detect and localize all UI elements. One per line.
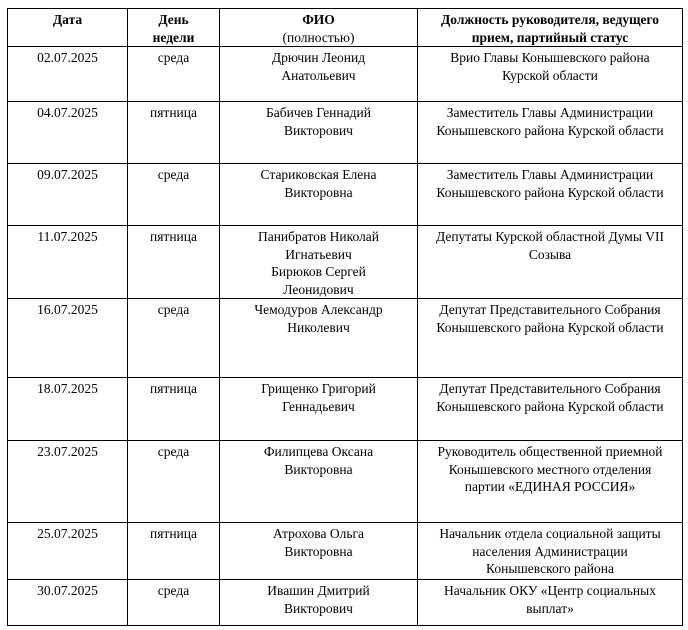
header-weekday xyxy=(128,9,220,47)
cell-position xyxy=(418,523,683,580)
table-row xyxy=(8,523,683,580)
position-line: Руководитель общественной приемной xyxy=(437,444,663,459)
cell-weekday: среда xyxy=(128,47,220,102)
position-line: Депутаты Курской областной Думы VII xyxy=(435,229,665,244)
header-position xyxy=(418,9,683,47)
cell-date: 16.07.2025 xyxy=(8,299,128,378)
cell-date: 02.07.2025 xyxy=(8,47,128,102)
cell-fio xyxy=(220,299,418,378)
fio-line: Бирюков Сергей xyxy=(271,264,366,279)
fio-line: Анатольевич xyxy=(281,67,356,83)
cell-fio xyxy=(220,226,418,299)
table-row xyxy=(8,378,683,441)
table-row xyxy=(8,226,683,299)
cell-weekday: среда xyxy=(128,164,220,226)
position-line: Депутат Представительного Собрания xyxy=(439,302,661,317)
position-line: Конышевского района Курской области xyxy=(436,398,664,414)
cell-fio xyxy=(220,441,418,523)
table-row xyxy=(8,441,683,523)
cell-position xyxy=(418,226,683,299)
reception-schedule-table xyxy=(7,8,683,626)
fio-line: Грищенко Григорий xyxy=(261,381,376,396)
cell-weekday: среда xyxy=(128,580,220,626)
cell-date: 23.07.2025 xyxy=(8,441,128,523)
position-line: Начальник отдела социальной защиты xyxy=(439,526,661,541)
cell-position xyxy=(418,164,683,226)
position-line: Заместитель Главы Администрации xyxy=(446,105,654,120)
fio-line: Викторович xyxy=(284,600,353,616)
position-line: выплат» xyxy=(526,600,574,616)
position-line: Курской области xyxy=(502,67,598,83)
header-date: Дата xyxy=(8,9,128,47)
fio-line: Филипцева Оксана xyxy=(263,444,374,459)
position-line: Врио Главы Конышевского района xyxy=(450,50,650,65)
cell-fio xyxy=(220,523,418,580)
fio-line: Дрючин Леонид xyxy=(271,50,366,65)
cell-date: 09.07.2025 xyxy=(8,164,128,226)
position-line: Конышевского района xyxy=(486,561,614,576)
header-fio xyxy=(220,9,418,47)
header-fio-title: ФИО xyxy=(302,12,335,27)
cell-position xyxy=(418,299,683,378)
cell-fio xyxy=(220,580,418,626)
cell-position xyxy=(418,580,683,626)
table-row xyxy=(8,580,683,626)
header-weekday-line2: недели xyxy=(152,29,195,45)
cell-position xyxy=(418,441,683,523)
position-line: Конышевского района Курской области xyxy=(436,184,664,200)
position-line: Созыва xyxy=(528,246,572,262)
cell-fio xyxy=(220,47,418,102)
fio-line: Игнатьевич xyxy=(285,246,352,262)
table-header-row xyxy=(8,9,683,47)
fio-line: Бабичев Геннадий xyxy=(266,105,371,120)
position-line: Заместитель Главы Администрации xyxy=(446,167,654,182)
cell-fio xyxy=(220,164,418,226)
cell-position xyxy=(418,102,683,164)
fio-line: Чемодуров Александр xyxy=(254,302,383,317)
header-fio-subtitle: (полностью) xyxy=(282,29,355,45)
fio-line: Николевич xyxy=(287,319,350,335)
fio-line: Викторовна xyxy=(284,461,353,477)
cell-date: 30.07.2025 xyxy=(8,580,128,626)
cell-position xyxy=(418,47,683,102)
fio-line: Викторовна xyxy=(284,543,353,559)
cell-weekday: пятница xyxy=(128,226,220,299)
table-row xyxy=(8,47,683,102)
table-row xyxy=(8,299,683,378)
header-position-line1: Должность руководителя, ведущего xyxy=(440,12,660,27)
cell-date: 04.07.2025 xyxy=(8,102,128,164)
cell-fio xyxy=(220,378,418,441)
cell-date: 25.07.2025 xyxy=(8,523,128,580)
fio-line: Стариковская Елена xyxy=(260,167,377,182)
position-line: Конышевского местного отделения xyxy=(448,461,652,477)
cell-date: 18.07.2025 xyxy=(8,378,128,441)
fio-line: Леонидович xyxy=(283,281,354,297)
cell-position xyxy=(418,378,683,441)
position-line: Начальник ОКУ «Центр социальных xyxy=(444,583,656,598)
position-line: Конышевского района Курской области xyxy=(436,122,664,138)
table-row xyxy=(8,164,683,226)
fio-line: Ивашин Дмитрий xyxy=(267,583,370,598)
fio-line: Викторовна xyxy=(284,184,353,200)
table-row xyxy=(8,102,683,164)
cell-fio xyxy=(220,102,418,164)
cell-weekday: среда xyxy=(128,441,220,523)
cell-date: 11.07.2025 xyxy=(8,226,128,299)
fio-line: Геннадьевич xyxy=(282,398,355,414)
cell-weekday: пятница xyxy=(128,378,220,441)
position-line: партии «ЕДИНАЯ РОССИЯ» xyxy=(464,479,636,494)
fio-line: Викторович xyxy=(284,122,353,138)
fio-line: Панибратов Николай xyxy=(257,229,380,244)
position-line: Конышевского района Курской области xyxy=(436,319,664,335)
cell-weekday: пятница xyxy=(128,102,220,164)
cell-weekday: пятница xyxy=(128,523,220,580)
header-position-line2: прием, партийный статус xyxy=(471,29,629,45)
position-line: населения Администрации xyxy=(472,543,628,559)
fio-line: Атрохова Ольга xyxy=(272,526,365,541)
cell-weekday: среда xyxy=(128,299,220,378)
header-weekday-line1: День xyxy=(158,12,189,27)
position-line: Депутат Представительного Собрания xyxy=(439,381,661,396)
